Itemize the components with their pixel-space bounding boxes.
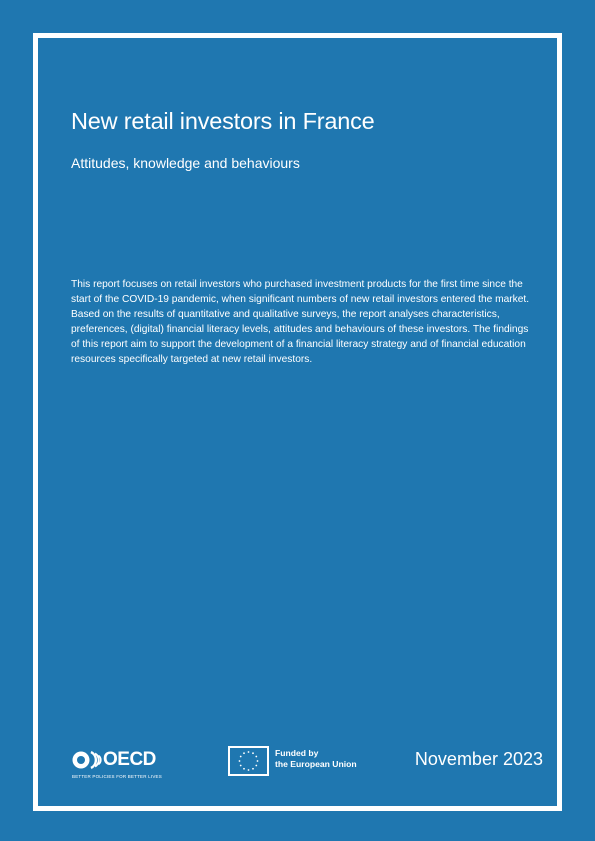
eu-funding-line2: the European Union [275, 759, 357, 769]
report-subtitle: Attitudes, knowledge and behaviours [71, 155, 300, 171]
cover-footer [71, 745, 541, 785]
eu-funding-line1: Funded by [275, 748, 319, 758]
oecd-emblem-icon [71, 749, 103, 773]
oecd-logo [71, 749, 163, 779]
eu-flag-icon [228, 746, 269, 776]
eu-funding-logo [228, 746, 368, 778]
report-abstract: This report focuses on retail investors who purchased investment products for the first time since the start of the COVID-19 pandemic, when significant numbers of new retail investors entered the market. Based on the results of quantitative and qualitative surveys, the report analyses characteristics, preferences, (digital) financial literacy levels, attitudes and behaviours of these investors. The findings of this report aim to support the development of a financial literacy strategy and of financial education resources specifically targeted at new retail investors. [71, 279, 530, 366]
cover-frame [33, 33, 562, 811]
report-title: New retail investors in France [71, 108, 375, 134]
eu-funding-text [275, 748, 357, 770]
oecd-tagline: BETTER POLICIES FOR BETTER LIVES [72, 774, 162, 779]
publication-date: November 2023 [414, 749, 543, 769]
oecd-wordmark: OECD [103, 749, 156, 770]
